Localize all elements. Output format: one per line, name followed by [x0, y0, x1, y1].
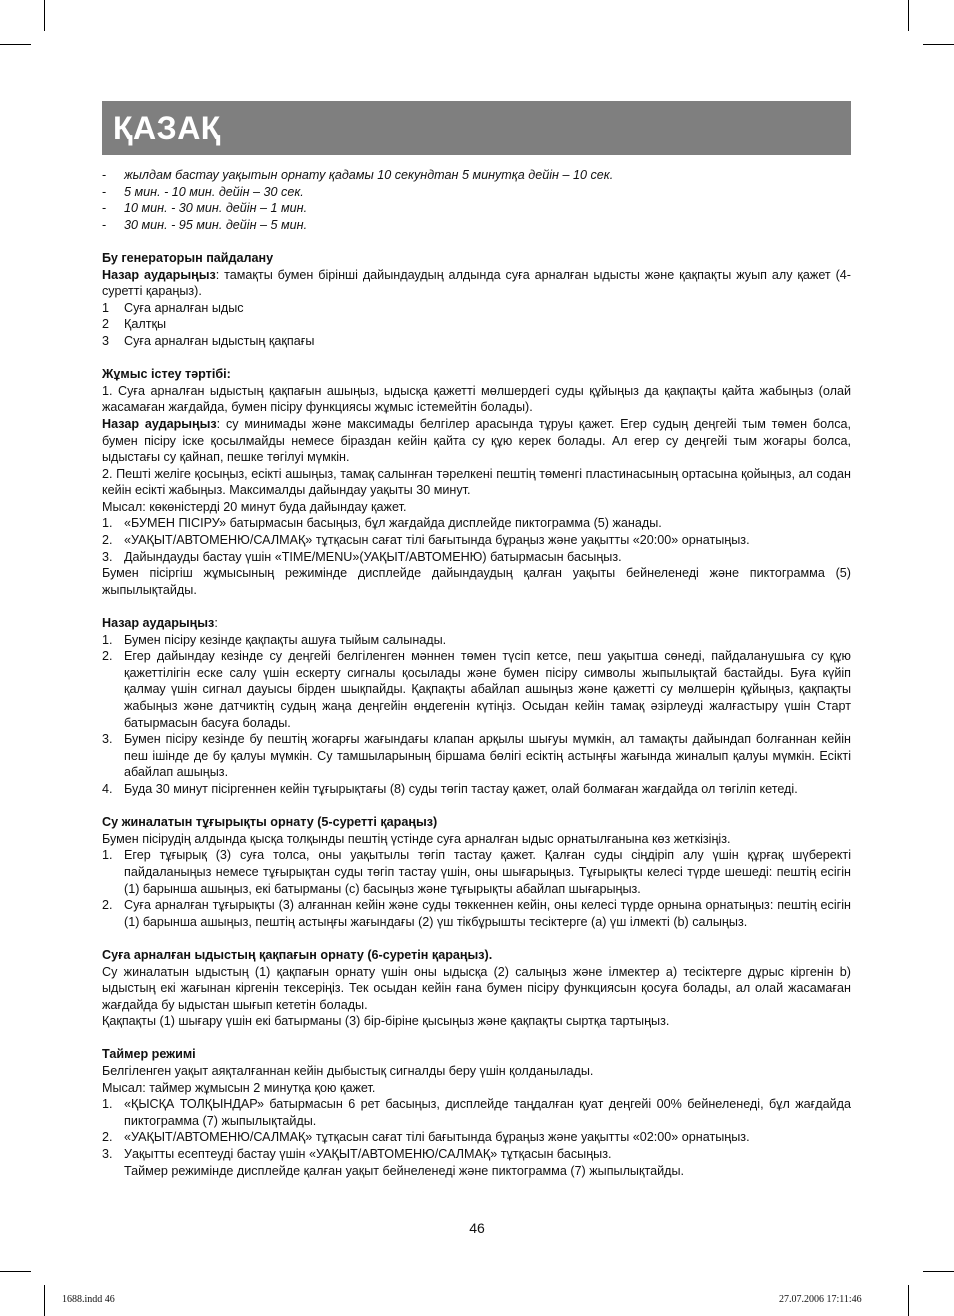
section-heading: Су жиналатын тұғырықты орнату (5-суретті қараңыз) — [102, 815, 438, 830]
crop-mark — [44, 1285, 45, 1316]
list-item: 1. Бумен пісіру кезінде қақпақты ашуға тыйым салынады. — [102, 632, 447, 647]
list-item: 2. Егер дайындау кезінде су деңгейі белгіленген мәннен төмен түсіп кетсе, пеш уақытша сөнеді, пайдаланушыға су құю қажеттілігін еске салу үшін ескерту сигналы қосылады және бумен пісіру символы жыпылықтай бастайды. Буға күйіп қалмау үшін сигнал дауысы бірден шықпайды. Қақпақты абайлап ашыңыз және қажетті су мөлшерін құйыңыз, қақпақты жабыңыз және датчиктің судың жаңа деңгейін өңдегенін күтіңіз. Осыдан кейін тамақ әзірлеуді жалғастыру үшін Старт батырмасын басуға болады. — [102, 649, 851, 730]
list-item: 3 Суға арналған ыдыстың қақпағы — [102, 333, 315, 348]
note-paragraph: Назар аударыңыз: су минимады және максимады белгілер арасында тұруы қажет. Егер судың деңгейі тым төмен болса, бумен пісіру іске қосылмайды немесе біраздан кейін қайта су құю керек болады. Ал егер су деңгейі тым жоғары болса, ыдыстағы су қайнап, пешке төгілуі мүмкін. — [102, 416, 851, 465]
list-item: 3. Бумен пісіру кезінде бу пештің жоғарғы жағындағы клапан арқылы шығуы мүмкін, ал тамақты дайындап болғаннан кейін пеш ішінде де бу қалуы мүмкін. Су тамшыларының біршама бөлігі есіктің астыңғы жағында жиналып қалуы мүмкін. Есікті абайлап ашыңыз. — [102, 732, 851, 780]
list-item: - жылдам бастау уақытын орнату қадамы 10 секундтан 5 минутқа дейін – 10 сек. — [102, 168, 614, 182]
list-item: 2. «УАҚЫТ/АВТОМЕНЮ/САЛМАҚ» тұтқасын сағат тілі бағытында бұраңыз және уақытты «20:00» орнатыңыз. — [102, 533, 750, 548]
list-item: 1 Суға арналған ыдыс — [102, 300, 244, 315]
list-item: - 30 мин. - 95 мин. дейін – 5 мин. — [102, 217, 308, 232]
paragraph: Таймер режимінде дисплейде қалған уақыт бейнеленеді және пиктограмма (7) жыпылықтайды. — [124, 1163, 685, 1178]
footer-file-info: 1688.indd 46 — [62, 1294, 115, 1305]
section-header-bar — [102, 101, 851, 155]
crop-mark — [908, 0, 909, 31]
paragraph: Мысал: таймер жұмысын 2 минутқа қою қажет. — [102, 1080, 376, 1095]
list-item: - 10 мин. - 30 мин. дейін – 1 мин. — [102, 201, 308, 216]
list-item: 2. «УАҚЫТ/АВТОМЕНЮ/САЛМАҚ» тұтқасын сағат тілі бағытында бұраңыз және уақытты «02:00» орнатыңыз. — [102, 1130, 750, 1145]
crop-mark — [923, 44, 954, 45]
section-heading: Суға арналған ыдыстың қақпағын орнату (6-суретін қараңыз). — [102, 947, 493, 962]
crop-mark — [44, 0, 45, 31]
crop-mark — [923, 1271, 954, 1272]
document-body — [102, 167, 851, 1179]
list-item: - 5 мин. - 10 мин. дейін – 30 сек. — [102, 184, 304, 199]
paragraph: Қақпақты (1) шығару үшін екі батырманы (3) бір-біріне қысыңыз және қақпақты сыртқа тартыңыз. — [102, 1014, 670, 1029]
paragraph: Бумен пісіргіш жұмысының режимінде дисплейде дайындаудың қалған уақыты бейнеленеді және пиктограмма (5) жыпылықтайды. — [102, 566, 851, 597]
list-item: 4. Буда 30 минут пісіргеннен кейін тұғырықтағы (8) суды төгіп тастау қажет, олай болмаған жағдайда ол төгіліп кетеді. — [102, 781, 798, 796]
list-item: 3. Уақытты есептеуді бастау үшін «УАҚЫТ/АВТОМЕНЮ/САЛМАҚ» тұтқасын басыңыз. — [102, 1147, 612, 1162]
paragraph: Су жиналатын ыдыстың (1) қақпағын орнату үшін оны ыдысқа (2) салыңыз және ілмектер а) тесіктерге дұрыс кіргенін b) ыдыстың екі жағынан кіргенін тексеріңіз. Тек осыдан кейін ғана бумен пісіру функциясын қосуға болады, ал олай жасамаған жағдайда бу ыдыстан шығып кететін болады. — [102, 964, 851, 1012]
crop-mark — [908, 1285, 909, 1316]
crop-mark — [0, 44, 31, 45]
section-heading: Жұмыс істеу тәртібі: — [102, 367, 231, 382]
list-item: 1. «БУМЕН ПІСІРУ» батырмасын басыңыз, бұл жағдайда дисплейде пиктограмма (5) жанады. — [102, 516, 662, 531]
footer-timestamp: 27.07.2006 17:11:46 — [779, 1294, 862, 1305]
list-item: 1. «ҚЫСҚА ТОЛҚЫНДАР» батырмасын 6 рет басыңыз, дисплейде таңдалған қуат деңгейі 00% бейнеленеді, бұл жағдайда пиктограмма (7) жыпылықтайды. — [102, 1097, 851, 1128]
paragraph: 2. Пешті желіге қосыңыз, есікті ашыңыз, тамақ салынған тәрелкені пештің төменгі пластинасының ортасына қойыңыз, ал содан кейін есікті жабыңыз. Максималды дайындау уақыты 30 минут. — [102, 466, 851, 498]
list-item: 2 Қалтқы — [102, 317, 167, 332]
list-item: 2. Суға арналған тұғырықты (3) алғаннан кейін және суды төккеннен кейін, оны келесі түрде орнына орнатыңыз: пештің есігін (1) барынша ашыңыз, пештің астыңғы жағындағы (2) үш тікбұрышты тесіктерге (а) үш ілмекті (b) салыңыз. — [102, 898, 851, 929]
note-heading: Назар аударыңыз: — [102, 616, 218, 631]
section-heading: Бу генераторын пайдалану — [102, 250, 274, 265]
paragraph: Бумен пісірудің алдында қысқа толқынды пештің үстінде суға арналған ыдыс орнатылғанына көз жеткізіңіз. — [102, 831, 731, 846]
paragraph: Белгіленген уақыт аяқталғаннан кейін дыбыстық сигналды беру үшін қолданылады. — [102, 1064, 594, 1079]
page-number: 46 — [469, 1220, 485, 1236]
page-title: ҚАЗАҚ — [113, 110, 221, 146]
paragraph: Мысал: көкөністерді 20 минут буда дайындау қажет. — [102, 499, 407, 514]
note-paragraph: Назар аударыңыз: тамақты бумен бірінші дайындаудың алдында суға арналған ыдысты және қақпақты жуып алу қажет (4-суретті қараңыз). — [102, 267, 851, 299]
crop-mark — [0, 1271, 31, 1272]
list-item: 3. Дайындауды бастау үшін «TIME/MENU»(УАҚЫТ/АВТОМЕНЮ) батырмасын басыңыз. — [102, 549, 622, 564]
list-item: 1. Егер тұғырық (3) суға толса, оны уақытылы төгіп тастау қажет. Қалған суды сіңдіріп алу үшін құрғақ шүберекті пайдаланыңыз немесе тұғырықтан суды төгіп тастау үшін, оны шығарыңыз. Тұғырықты келесі түрде шешеді: пештің есігін (1) барынша ашыңыз, екі батырманы (с) басыңыз және тұғырықты абайлап шығарыңыз. — [102, 848, 851, 896]
paragraph: 1. Суға арналған ыдыстың қақпағын ашыңыз, ыдысқа қажетті мөлшердегі суды құйыңыз да қақпақты қайта жабыңыз (олай жасамаған жағдайда, бумен пісіру функциясы жұмыс істемейтін болады). — [102, 383, 851, 415]
section-heading: Таймер режимі — [102, 1047, 196, 1062]
